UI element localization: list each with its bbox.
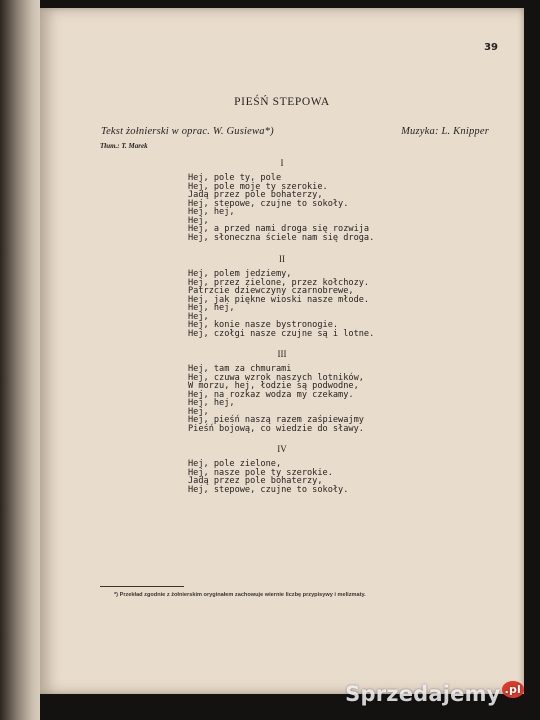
verse-line: Hej, pole moje ty szerokie. (188, 181, 328, 192)
verse-line: Hej, pole zielone, (188, 459, 282, 469)
verse-line: Hej, (188, 311, 209, 322)
stanza-number: II (279, 254, 285, 264)
stanza-3 (188, 365, 364, 433)
verse-line: Hej, stepowe, czujne to sokoły. (188, 198, 349, 209)
stanza-number: I (280, 158, 284, 168)
page-number: 39 (484, 42, 498, 53)
verse-line: Hej, hej, (188, 398, 235, 408)
verse-line: Hej, pole ty, pole (188, 173, 282, 183)
verse-line: W morzu, hej, łodzie są podwodne, (188, 381, 359, 391)
verse-line: Hej, nasze pole ty szerokie. (188, 467, 333, 478)
verse-line: Hej, na rozkaz wodza my czekamy. (188, 389, 354, 400)
translator-credit: Tłum.: T. Marek (100, 142, 148, 150)
verse-line: Patrzcie dziewczyny czarnobrewe, (188, 286, 354, 296)
verse-line: Hej, hej, (188, 303, 235, 313)
stanza-number: III (277, 349, 287, 359)
music-credit: Muzyka: L. Knipper (401, 126, 489, 137)
verse-line: Hej, (188, 406, 209, 417)
verse-line: Hej, a przed nami droga się rozwija (188, 224, 370, 234)
verse-line: Hej, przez zielone, przez kołchozy. (188, 277, 370, 288)
verse-line: Hej, czuwa wzrok naszych lotników, (188, 372, 364, 383)
verse-line: Hej, czołgi nasze czujne są i lotne. (188, 328, 375, 339)
verse-line: Hej, hej, (188, 207, 235, 217)
verse-line: Jadą przez pole bohaterzy, (188, 190, 323, 200)
verse-line: Hej, (188, 215, 209, 226)
stanza-1 (188, 174, 374, 242)
book-page (40, 8, 524, 694)
verse-line: Hej, jak piękne wioski nasze młode. (188, 294, 370, 305)
watermark-text: Sprzedajemy (345, 682, 501, 706)
verse-line: Hej, stepowe, czujne to sokoły. (188, 484, 349, 495)
footnote-divider (100, 586, 184, 587)
verse-line: Hej, pieśń naszą razem zaśpiewajmy (188, 415, 364, 425)
sprzedajemy-watermark (345, 682, 524, 706)
stanza-4 (188, 460, 348, 494)
song-title: PIEŚŃ STEPOWA (234, 96, 330, 108)
verse-line: Jadą przez pole bohaterzy, (188, 476, 323, 486)
verse-line: Hej, konie nasze bystronogie. (188, 320, 339, 330)
footnote: *) Przekład zgodnie z żołnierskim oryginałem zachowuje wiernie liczbę przypisywy i melizmaty. (114, 592, 366, 598)
lyrics-credit: Tekst żołnierski w oprac. W. Gusiewa*) (101, 126, 274, 137)
book-gutter-edge (0, 0, 40, 720)
stanza-number: IV (277, 444, 287, 454)
watermark-tld-badge: .pl (502, 681, 524, 698)
verse-line: Pieśń bojową, co wiedzie do sławy. (188, 423, 364, 434)
verse-line: Hej, słoneczna ściele nam się droga. (188, 232, 375, 243)
stanza-2 (188, 270, 374, 338)
verse-line: Hej, tam za chmurami (188, 364, 292, 374)
verse-line: Hej, polem jedziemy, (188, 269, 292, 279)
